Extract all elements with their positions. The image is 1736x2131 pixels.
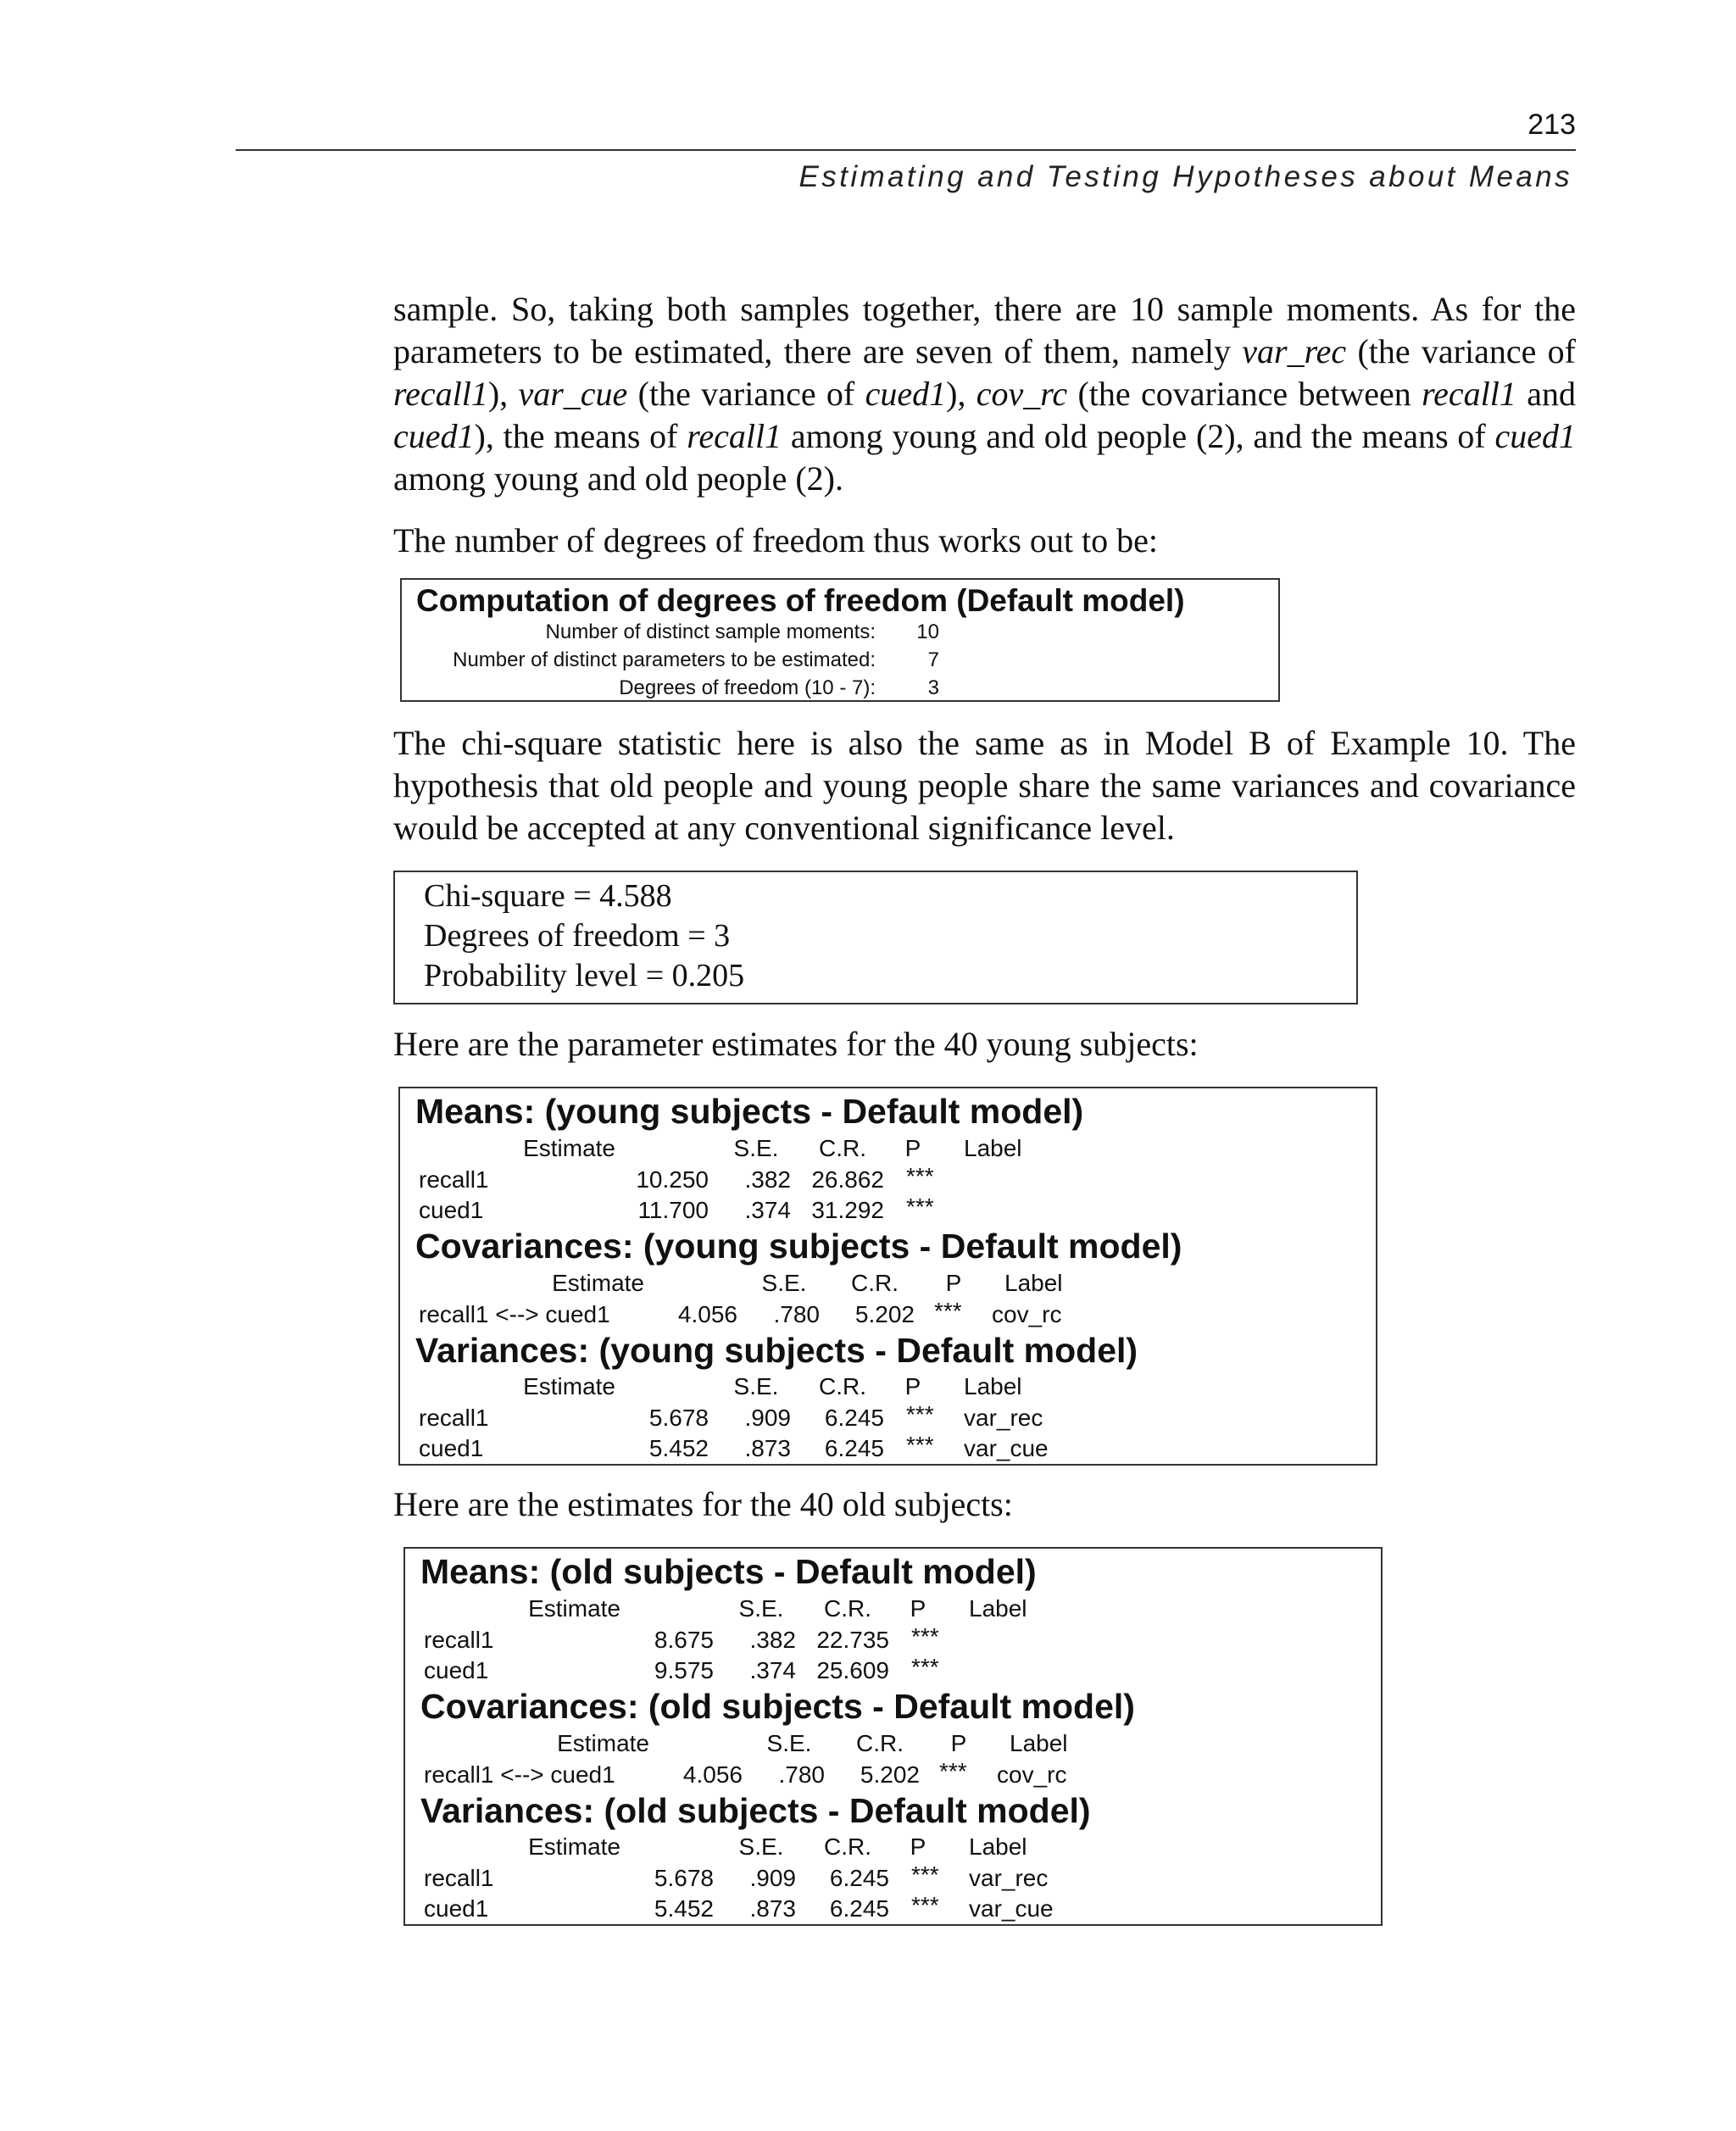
row-estimate: 4.056: [677, 1301, 737, 1327]
body-paragraph-1: sample. So, taking both samples together, there are 10 sample moments. As for the parameters to be estimated, there are seven of them, namely var_rec (the variance of recall1), var_cue (the variance of cued1), cov_rc (the covariance between recall1 and cued1), the means of recall1 among young and old people (2), and the means of cued1 among young and old people (2).: [393, 290, 1576, 498]
row-name: recall1: [419, 1166, 489, 1193]
old-covariances-title: Covariances: (old subjects - Default model): [420, 1687, 1135, 1726]
row-p: ***: [911, 1892, 939, 1918]
row-se: .780: [773, 1301, 820, 1327]
young-variances-title: Variances: (young subjects - Default model): [415, 1331, 1138, 1370]
df-box-title: Computation of degrees of freedom (Default model): [416, 583, 1185, 618]
row-name: recall1: [424, 1865, 494, 1891]
row-name: cued1: [424, 1657, 489, 1683]
df-row-label: Number of distinct sample moments:: [545, 620, 876, 643]
df-row-value: 7: [927, 648, 939, 671]
row-name: recall1: [424, 1627, 494, 1653]
running-head: Estimating and Testing Hypotheses about Means: [798, 160, 1572, 193]
row-p: ***: [911, 1861, 939, 1888]
row-se: .374: [744, 1197, 791, 1223]
row-se: .909: [744, 1405, 791, 1431]
row-name: recall1 <--> cued1: [419, 1301, 610, 1327]
row-p: ***: [906, 1401, 934, 1427]
old-estimates-box: [403, 1547, 1383, 1926]
col-header-p: P: [904, 1373, 921, 1399]
row-se: .374: [749, 1657, 796, 1683]
col-header-p: P: [910, 1595, 926, 1622]
col-header-estimate: Estimate: [523, 1135, 615, 1161]
row-estimate: 5.452: [654, 1895, 714, 1922]
df-computation-box: [400, 578, 1280, 702]
col-header-label: Label: [964, 1135, 1022, 1161]
col-header-label: Label: [1004, 1270, 1063, 1296]
col-header-se: S.E.: [766, 1730, 812, 1756]
probability-level-line: Probability level = 0.205: [424, 958, 745, 993]
col-header-label: Label: [969, 1595, 1027, 1622]
young-means-title: Means: (young subjects - Default model): [415, 1092, 1084, 1131]
row-name: cued1: [419, 1197, 484, 1223]
row-se: .873: [744, 1435, 791, 1461]
body-paragraph-2: The number of degrees of freedom thus works out to be:: [393, 521, 1158, 559]
row-label: var_rec: [964, 1405, 1043, 1431]
df-row-value: 10: [916, 620, 939, 643]
row-estimate: 10.250: [636, 1166, 709, 1193]
row-p: ***: [934, 1298, 962, 1324]
col-header-se: S.E.: [738, 1595, 784, 1622]
row-estimate: 5.678: [648, 1405, 709, 1431]
old-variances-title: Variances: (old subjects - Default model): [420, 1791, 1091, 1830]
col-header-label: Label: [964, 1373, 1022, 1399]
col-header-se: S.E.: [733, 1135, 779, 1161]
row-estimate: 4.056: [682, 1761, 743, 1788]
row-se: .909: [749, 1865, 796, 1891]
col-header-cr: C.R.: [819, 1373, 866, 1399]
row-label: cov_rc: [997, 1761, 1067, 1788]
row-se: .873: [749, 1895, 796, 1922]
col-header-estimate: Estimate: [528, 1595, 620, 1622]
row-p: ***: [906, 1163, 934, 1189]
col-header-se: S.E.: [738, 1833, 784, 1860]
col-header-label: Label: [1010, 1730, 1068, 1756]
row-cr: 6.245: [829, 1895, 889, 1922]
col-header-p: P: [910, 1833, 926, 1860]
row-p: ***: [906, 1193, 934, 1220]
col-header-cr: C.R.: [824, 1833, 871, 1860]
row-cr: 26.862: [811, 1166, 884, 1193]
col-header-estimate: Estimate: [523, 1373, 615, 1399]
row-estimate: 9.575: [654, 1657, 714, 1683]
df-row-label: Number of distinct parameters to be estimated:: [453, 648, 876, 671]
row-estimate: 11.700: [637, 1197, 709, 1223]
col-header-cr: C.R.: [819, 1135, 866, 1161]
col-header-cr: C.R.: [824, 1595, 871, 1622]
row-p: ***: [911, 1654, 939, 1680]
col-header-estimate: Estimate: [557, 1730, 649, 1756]
row-cr: 5.202: [860, 1761, 920, 1788]
row-label: var_rec: [969, 1865, 1049, 1891]
col-header-p: P: [904, 1135, 921, 1161]
row-estimate: 5.678: [654, 1865, 714, 1891]
col-header-cr: C.R.: [856, 1730, 904, 1756]
col-header-p: P: [945, 1270, 962, 1296]
chi-square-line: Chi-square = 4.588: [424, 878, 672, 914]
row-se: .382: [749, 1627, 796, 1653]
degrees-of-freedom-line: Degrees of freedom = 3: [424, 918, 731, 954]
row-p: ***: [906, 1432, 934, 1458]
row-name: cued1: [424, 1895, 489, 1922]
row-cr: 25.609: [816, 1657, 889, 1683]
col-header-cr: C.R.: [851, 1270, 899, 1296]
row-cr: 6.245: [829, 1865, 889, 1891]
row-label: var_cue: [969, 1895, 1054, 1922]
row-cr: 31.292: [811, 1197, 884, 1223]
page-number: 213: [1527, 108, 1576, 141]
row-label: var_cue: [964, 1435, 1049, 1461]
row-se: .382: [744, 1166, 791, 1193]
col-header-p: P: [950, 1730, 967, 1756]
row-cr: 5.202: [854, 1301, 915, 1327]
header-rule: [236, 149, 1576, 151]
col-header-label: Label: [969, 1833, 1027, 1860]
row-cr: 6.245: [824, 1405, 884, 1431]
young-covariances-title: Covariances: (young subjects - Default model): [415, 1227, 1182, 1266]
row-estimate: 8.675: [654, 1627, 714, 1653]
row-name: recall1: [419, 1405, 489, 1431]
chi-square-box: [393, 871, 1358, 1004]
col-header-se: S.E.: [761, 1270, 807, 1296]
row-cr: 6.245: [824, 1435, 884, 1461]
row-cr: 22.735: [816, 1627, 889, 1653]
row-name: recall1 <--> cued1: [424, 1761, 615, 1788]
row-p: ***: [911, 1623, 939, 1650]
df-row-label: Degrees of freedom (10 - 7):: [619, 676, 876, 699]
row-name: cued1: [419, 1435, 484, 1461]
row-estimate: 5.452: [648, 1435, 709, 1461]
row-se: .780: [778, 1761, 825, 1788]
old-means-title: Means: (old subjects - Default model): [420, 1552, 1037, 1591]
row-p: ***: [939, 1758, 967, 1784]
body-paragraph-4: Here are the parameter estimates for the 40 young subjects:: [393, 1025, 1199, 1063]
col-header-estimate: Estimate: [552, 1270, 644, 1296]
body-paragraph-3: The chi-square statistic here is also the same as in Model B of Example 10. The hypothesis that old people and young people share the same variances and covariance would be accepted at any conventional significance level.: [393, 724, 1576, 847]
col-header-estimate: Estimate: [528, 1833, 620, 1860]
col-header-se: S.E.: [733, 1373, 779, 1399]
young-estimates-box: [398, 1087, 1377, 1466]
row-label: cov_rc: [992, 1301, 1062, 1327]
body-paragraph-5: Here are the estimates for the 40 old subjects:: [393, 1485, 1013, 1523]
df-row-value: 3: [927, 676, 939, 699]
